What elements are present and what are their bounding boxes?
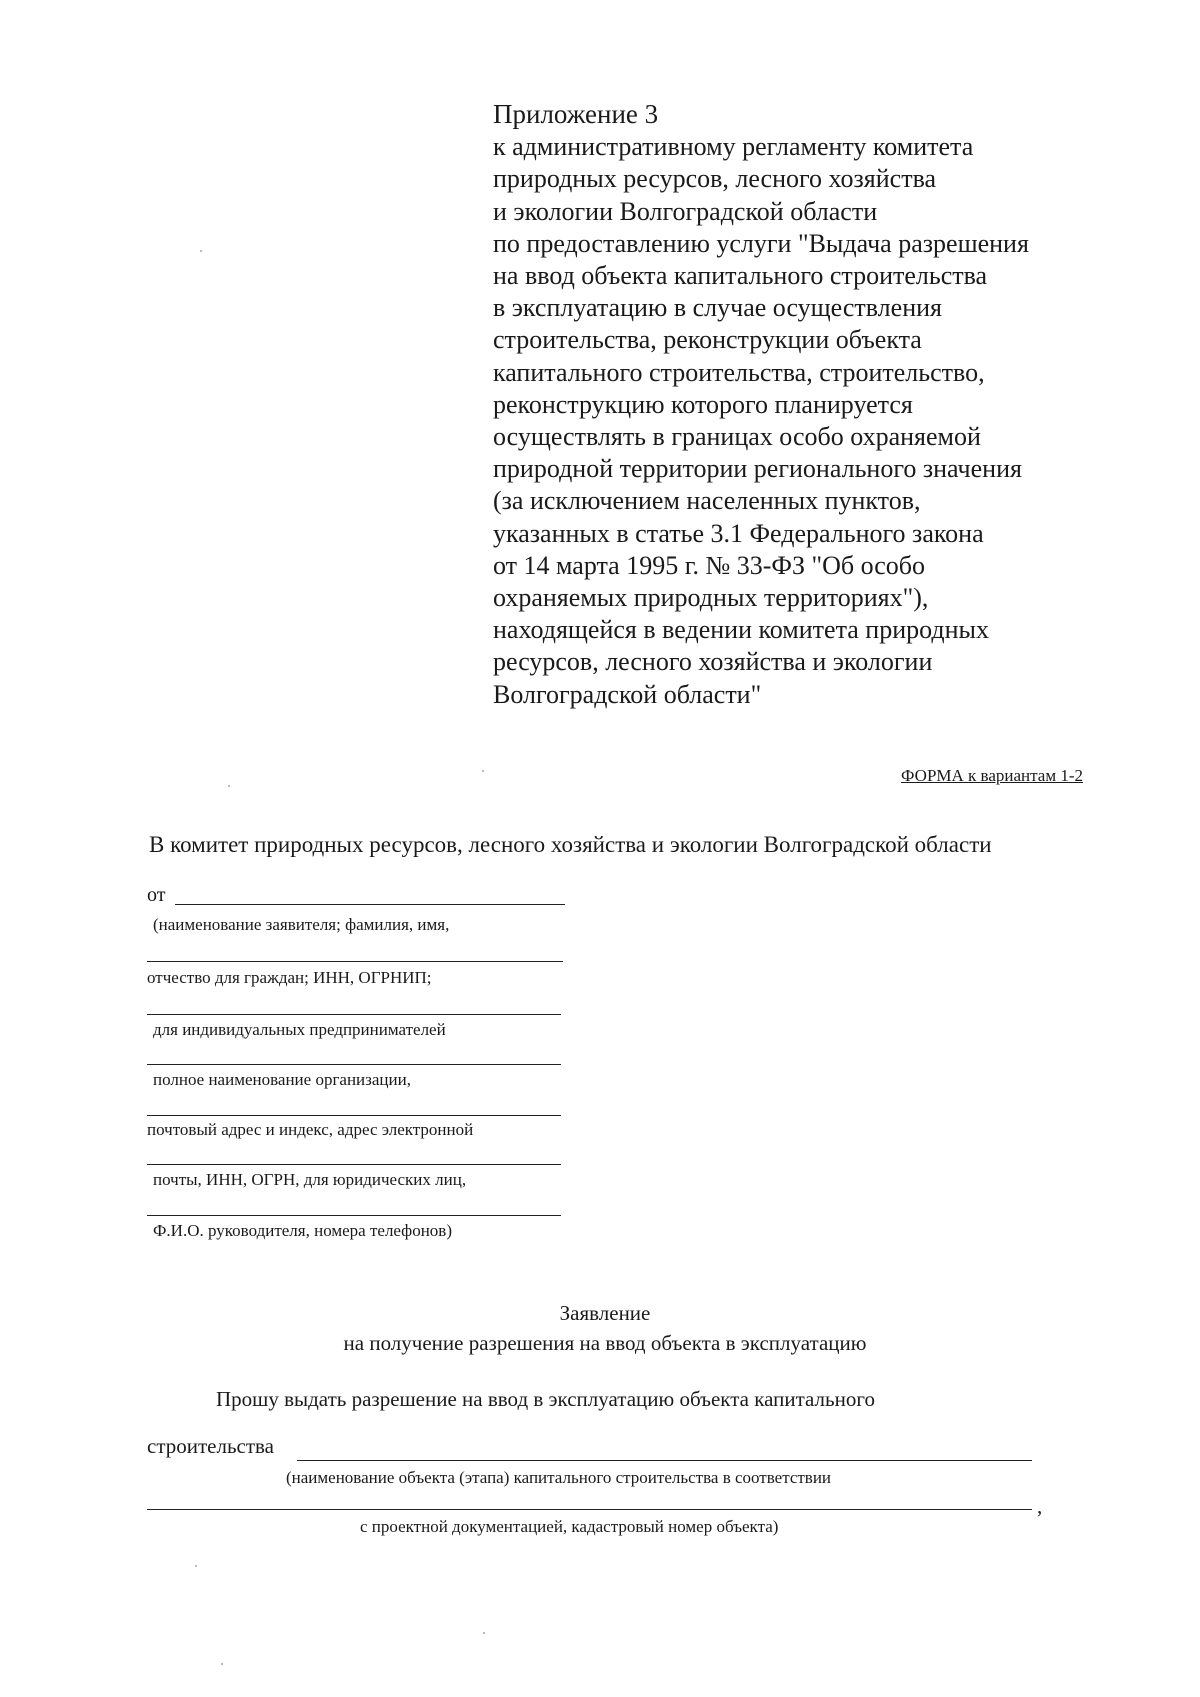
appendix-line: охраняемых природных территориях"), bbox=[493, 583, 929, 613]
applicant-caption: почты, ИНН, ОГРН, для юридических лиц, bbox=[153, 1170, 467, 1189]
applicant-caption: (наименование заявителя; фамилия, имя, bbox=[153, 915, 450, 934]
applicant-caption: почтовый адрес и индекс, адрес электронной bbox=[147, 1120, 474, 1139]
object-details-field[interactable] bbox=[147, 1509, 1032, 1510]
appendix-line: строительства, реконструкции объекта bbox=[493, 325, 922, 355]
appendix-line: осуществлять в границах особо охраняемой bbox=[493, 422, 981, 452]
appendix-line: находящейся в ведении комитета природных bbox=[493, 615, 989, 645]
appendix-line: природной территории регионального значения bbox=[493, 454, 1022, 484]
appendix-line: по предоставлению услуги "Выдача разрешения bbox=[493, 228, 1029, 258]
applicant-name-field[interactable] bbox=[175, 904, 565, 905]
appendix-line: и экологии Волгоградской области bbox=[493, 196, 878, 226]
appendix-line: к административному регламенту комитета bbox=[493, 132, 974, 162]
addressee: В комитет природных ресурсов, лесного хозяйства и экологии Волгоградской области bbox=[149, 832, 992, 857]
comma-mark: , bbox=[1037, 1494, 1043, 1518]
appendix-line: в эксплуатацию в случае осуществления bbox=[493, 293, 942, 323]
applicant-line-field[interactable] bbox=[147, 961, 563, 962]
statement-title: Заявление bbox=[559, 1301, 651, 1325]
scan-speck bbox=[195, 1565, 197, 1567]
appendix-line: указанных в статье 3.1 Федерального закона bbox=[493, 518, 984, 548]
request-text: Прошу выдать разрешение на ввод в эксплуатацию объекта капитального bbox=[216, 1387, 875, 1411]
appendix-line: ресурсов, лесного хозяйства и экологии bbox=[493, 647, 933, 677]
applicant-line-field[interactable] bbox=[147, 1215, 561, 1216]
scan-speck bbox=[482, 770, 484, 772]
scan-speck bbox=[200, 250, 202, 252]
appendix-line: реконструкцию которого планируется bbox=[493, 389, 913, 419]
object-caption: с проектной документацией, кадастровый номер объекта) bbox=[360, 1517, 779, 1536]
appendix-line: Приложение 3 bbox=[493, 99, 659, 129]
appendix-header bbox=[493, 98, 1113, 711]
applicant-line-field[interactable] bbox=[147, 1115, 561, 1116]
appendix-line: на ввод объекта капитального строительства bbox=[493, 261, 988, 291]
applicant-line-field[interactable] bbox=[147, 1014, 561, 1015]
form-label: ФОРМА к вариантам 1-2 bbox=[901, 766, 1083, 785]
scan-speck bbox=[221, 1663, 223, 1665]
construction-label: строительства bbox=[147, 1434, 275, 1458]
scan-speck bbox=[483, 1632, 485, 1634]
appendix-line: природных ресурсов, лесного хозяйства bbox=[493, 164, 937, 194]
appendix-line: Волгоградской области" bbox=[493, 679, 762, 709]
applicant-caption: полное наименование организации, bbox=[153, 1070, 411, 1089]
applicant-line-field[interactable] bbox=[147, 1164, 561, 1165]
applicant-caption: отчество для граждан; ИНН, ОГРНИП; bbox=[147, 968, 432, 987]
from-label: от bbox=[147, 884, 166, 906]
object-name-field[interactable] bbox=[297, 1460, 1032, 1461]
applicant-line-field[interactable] bbox=[147, 1064, 561, 1065]
object-caption: (наименование объекта (этапа) капитального строительства в соответствии bbox=[286, 1468, 832, 1487]
appendix-line: (за исключением населенных пунктов, bbox=[493, 486, 921, 516]
scan-speck bbox=[228, 785, 230, 787]
statement-subtitle: на получение разрешения на ввод объекта в эксплуатацию bbox=[343, 1331, 867, 1355]
applicant-caption: Ф.И.О. руководителя, номера телефонов) bbox=[153, 1221, 452, 1240]
applicant-caption: для индивидуальных предпринимателей bbox=[153, 1020, 446, 1039]
appendix-line: капитального строительства, строительство, bbox=[493, 357, 985, 387]
appendix-line: от 14 марта 1995 г. № 33-ФЗ "Об особо bbox=[493, 550, 926, 580]
